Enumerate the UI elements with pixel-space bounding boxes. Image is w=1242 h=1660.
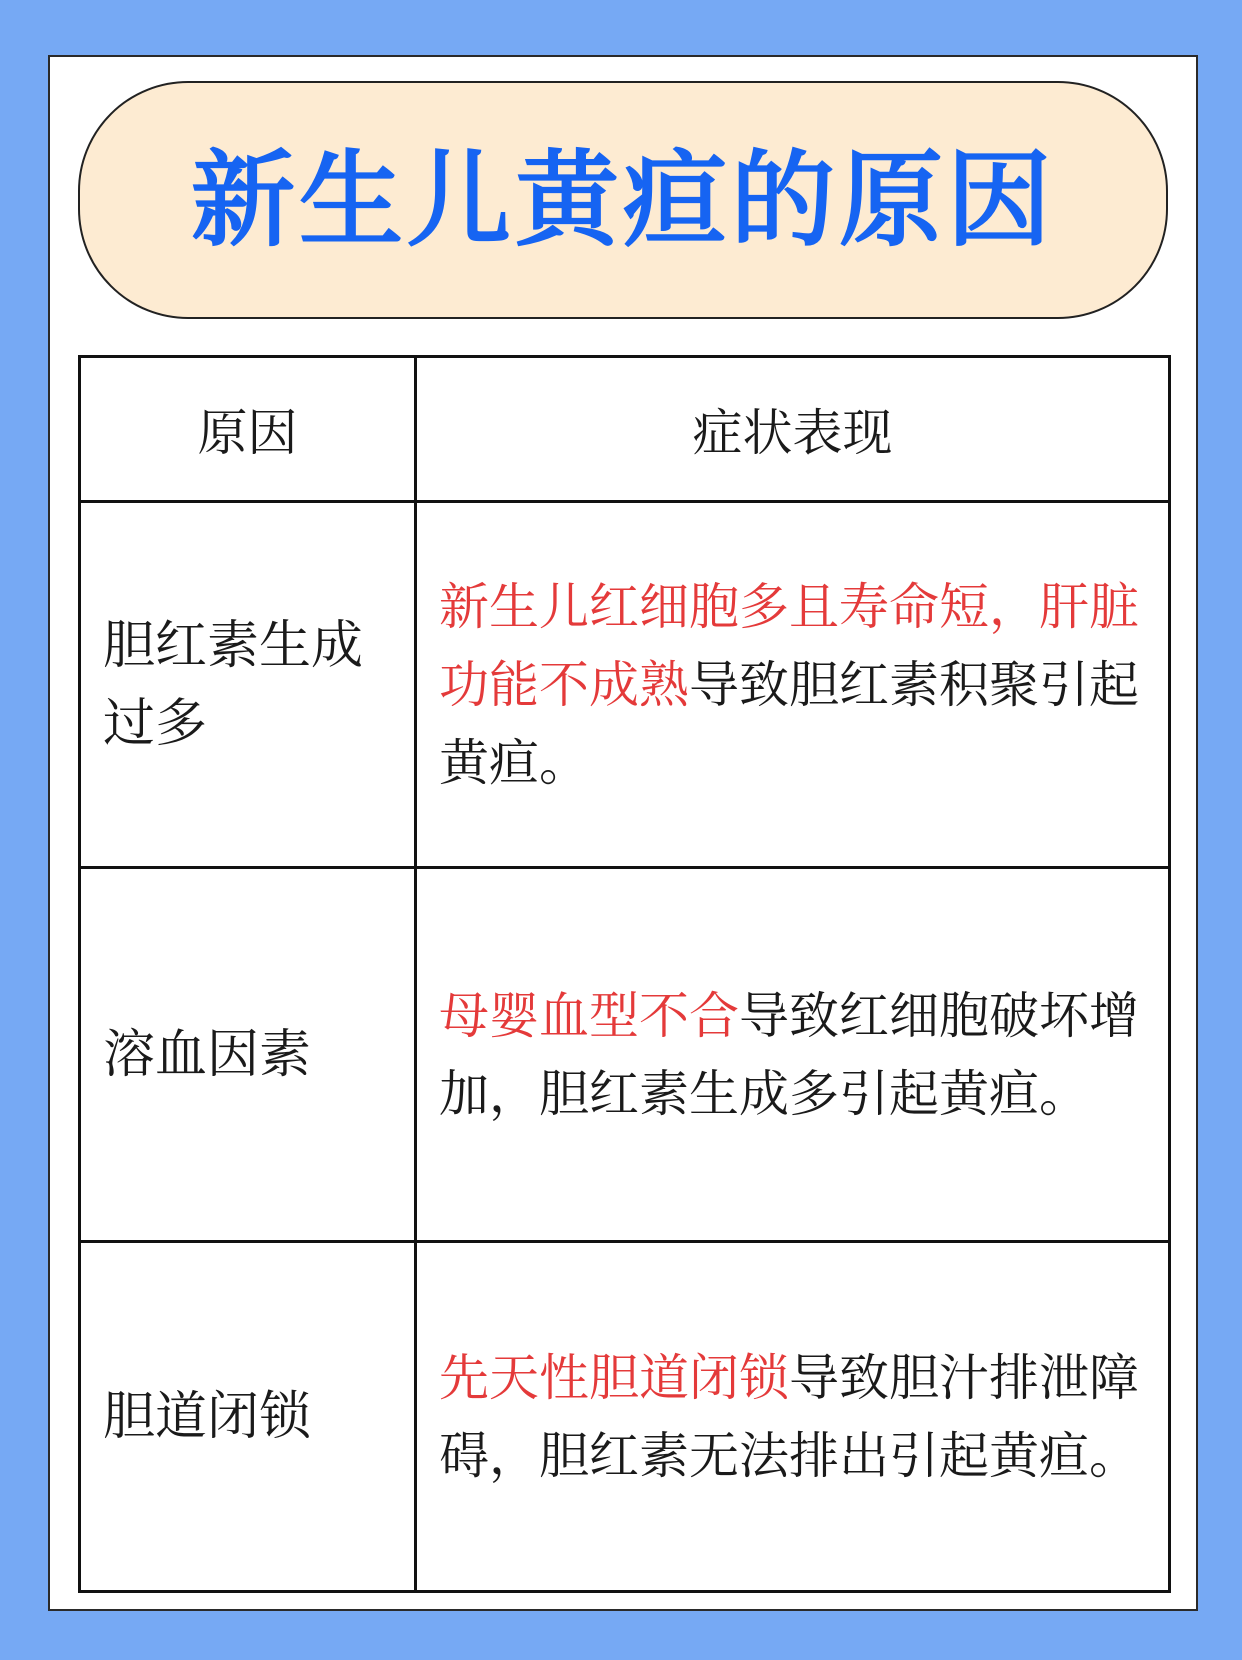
table-row <box>80 1242 1170 1592</box>
header-cause: 原因 <box>80 357 416 502</box>
symptom-text: 导致红细胞破坏增加，胆红素生成多引起黄疸。 <box>439 986 1139 1123</box>
content-card <box>48 55 1198 1611</box>
table-row <box>80 502 1170 868</box>
symptom-text: 导致胆汁排泄障碍，胆红素无法排出引起黄疸。 <box>439 1348 1139 1485</box>
causes-table <box>78 355 1171 1593</box>
cause-cell: 胆红素生成过多 <box>80 502 416 868</box>
symptom-cell <box>416 502 1170 868</box>
symptom-cell <box>416 868 1170 1242</box>
symptom-text: 导致胆红素积聚引起黄疸。 <box>439 655 1139 792</box>
highlight-text: 先天性胆道闭锁 <box>439 1348 789 1407</box>
symptom-cell <box>416 1242 1170 1592</box>
title-banner <box>78 81 1168 319</box>
table-row <box>80 868 1170 1242</box>
cause-cell: 胆道闭锁 <box>80 1242 416 1592</box>
page-title: 新生儿黄疸的原因 <box>190 139 1055 261</box>
highlight-text: 母婴血型不合 <box>439 986 739 1045</box>
highlight-text: 新生儿红细胞多且寿命短，肝脏功能不成熟 <box>439 577 1139 714</box>
cause-cell: 溶血因素 <box>80 868 416 1242</box>
table-header-row <box>80 357 1170 502</box>
header-symptoms: 症状表现 <box>416 357 1170 502</box>
